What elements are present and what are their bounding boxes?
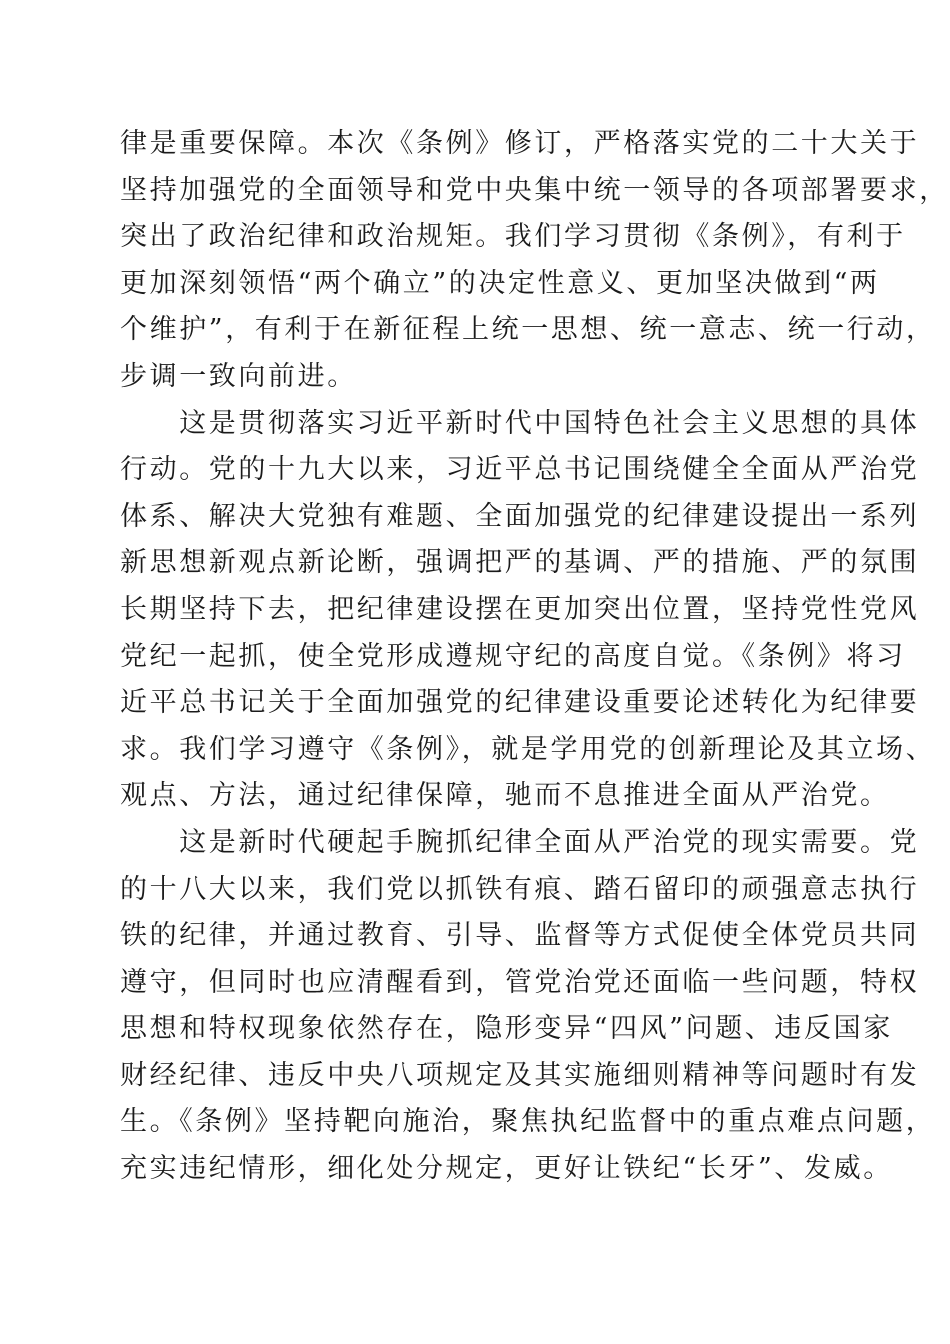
text-line: 的十八大以来，我们党以抓铁有痕、踏石留印的顽强意志执行 bbox=[120, 873, 920, 905]
text-line: 财经纪律、违反中央八项规定及其实施细则精神等问题时有发 bbox=[120, 1059, 920, 1091]
text-line: 个维护”，有利于在新征程上统一思想、统一意志、统一行动， bbox=[120, 314, 936, 346]
text-line: 新思想新观点新论断，强调把严的基调、严的措施、严的氛围 bbox=[120, 547, 920, 579]
paragraph-1 bbox=[120, 121, 949, 401]
paragraph-2 bbox=[120, 401, 936, 820]
text-line: 思想和特权现象依然存在，隐形变异“四风”问题、违反国家 bbox=[120, 1013, 893, 1045]
text-line: 体系、解决大党独有难题、全面加强党的纪律建设提出一系列 bbox=[120, 500, 920, 532]
document-body bbox=[120, 121, 949, 1193]
text-line: 观点、方法，通过纪律保障，驰而不息推进全面从严治党。 bbox=[120, 780, 890, 812]
text-line: 步调一致向前进。 bbox=[120, 360, 357, 392]
text-line: 铁的纪律，并通过教育、引导、监督等方式促使全体党员共同 bbox=[120, 920, 920, 952]
text-line: 律是重要保障。本次《条例》修订，严格落实党的二十大关于 bbox=[120, 128, 920, 159]
text-line: 遵守，但同时也应清醒看到，管党治党还面临一些问题，特权 bbox=[120, 966, 920, 998]
text-line: 近平总书记关于全面加强党的纪律建设重要论述转化为纪律要 bbox=[120, 687, 920, 719]
text-line: 党纪一起抓，使全党形成遵规守纪的高度自觉。《条例》将习 bbox=[120, 640, 906, 672]
text-line: 生。《条例》坚持靶向施治，聚焦执纪监督中的重点难点问题， bbox=[120, 1106, 936, 1138]
text-line: 长期坚持下去，把纪律建设摆在更加突出位置，坚持党性党风 bbox=[120, 593, 920, 625]
text-line: 坚持加强党的全面领导和党中央集中统一领导的各项部署要求， bbox=[120, 174, 949, 206]
text-line: 突出了政治纪律和政治规矩。我们学习贯彻《条例》，有利于 bbox=[120, 221, 906, 253]
text-line: 行动。党的十九大以来，习近平总书记围绕健全全面从严治党 bbox=[120, 454, 920, 486]
text-line: 求。我们学习遵守《条例》，就是学用党的创新理论及其立场、 bbox=[120, 733, 936, 765]
paragraph-3 bbox=[120, 820, 936, 1193]
text-line: 充实违纪情形，细化处分规定，更好让铁纪“长牙”、发威。 bbox=[120, 1153, 893, 1185]
text-line: 更加深刻领悟“两个确立”的决定性意义、更加坚决做到“两 bbox=[120, 267, 880, 299]
text-line: 这是贯彻落实习近平新时代中国特色社会主义思想的具体 bbox=[120, 407, 920, 439]
text-line: 这是新时代硬起手腕抓纪律全面从严治党的现实需要。党 bbox=[120, 826, 920, 858]
